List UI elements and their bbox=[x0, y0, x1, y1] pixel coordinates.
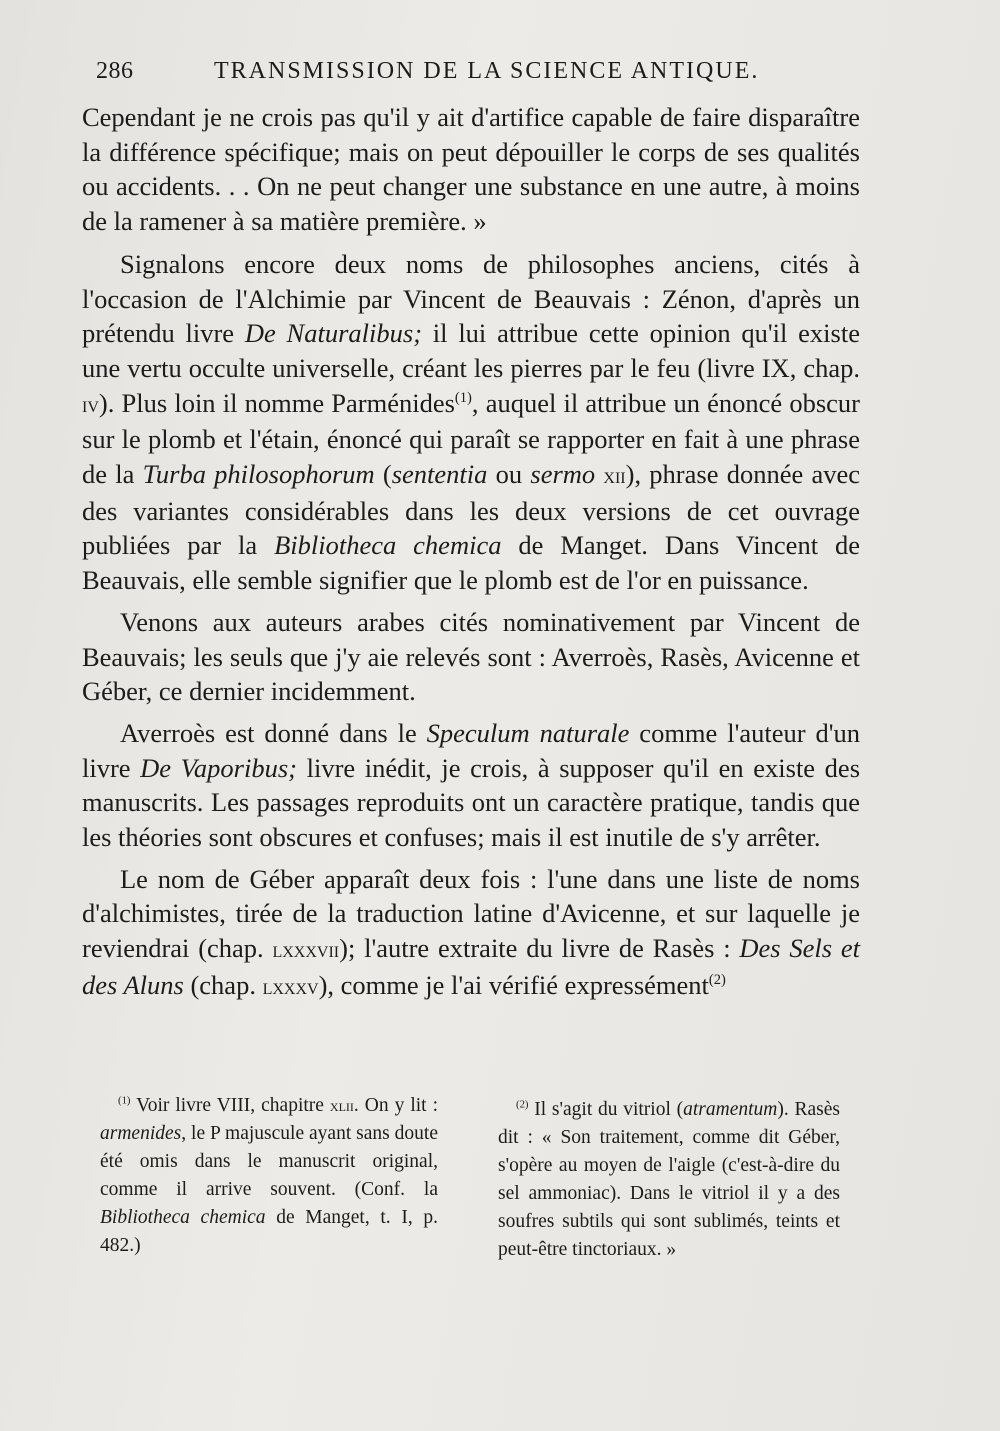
text-run: il lui attribue cette opinion qu'il existe une vertu occulte universelle, créant les pierres par le feu (livre IX, chap. bbox=[82, 318, 860, 383]
book-title-italic: Speculum naturale bbox=[426, 717, 630, 748]
footnote-1 bbox=[100, 1092, 438, 1260]
footnote-mark: (2) bbox=[516, 1098, 529, 1111]
text-run: de Manget, t. I, p. 482.) bbox=[100, 1207, 438, 1256]
paragraph-5 bbox=[82, 862, 860, 1005]
text-run: Le nom de Géber apparaît deux fois : l'une dans une liste de noms d'alchimistes, tirée de la traduction latine d'Avicenne, et sur laquelle je reviendrai (chap. bbox=[82, 863, 860, 964]
paragraph-1: Cependant je ne crois pas qu'il y ait d'artifice capable de faire disparaître la différence spécifique; mais on peut dépouiller le corps de ses qualités ou accidents. . . On ne peut changer une substance en une autre, à moins de la ramener à sa matière première. » bbox=[82, 102, 860, 237]
text-run: , auquel il attribue un énoncé obscur sur le plomb et l'étain, énoncé qui paraît se rapporter en fait à une phrase de la bbox=[82, 387, 861, 490]
text-run: Signalons encore deux noms de philosophes anciens, cités à l'occasion de l'Alchimie par Vincent de Beauvais : Zénon, d'après un prétendu livre bbox=[82, 248, 860, 349]
text-run: Il s'agit du vitriol ( bbox=[528, 1099, 684, 1120]
chapter-numeral: iv bbox=[82, 391, 99, 418]
text-run: ). Plus loin il nomme Parménides bbox=[98, 387, 455, 418]
book-title-italic: De Naturalibus; bbox=[244, 318, 423, 349]
chapter-numeral: xii bbox=[603, 463, 626, 490]
book-title-italic: De Vaporibus; bbox=[140, 752, 297, 783]
page-number: 286 bbox=[96, 58, 134, 84]
chapter-numeral: lxxxv bbox=[262, 973, 319, 1000]
chapter-numeral: xlii bbox=[329, 1096, 354, 1115]
book-title-italic: Bibliotheca chemica bbox=[100, 1207, 266, 1228]
latin-term-italic: sententia bbox=[391, 459, 488, 490]
footnote-ref-1: (1) bbox=[454, 389, 472, 406]
paragraph-2 bbox=[82, 247, 860, 598]
text-run: Voir livre VIII, chapitre bbox=[130, 1095, 330, 1116]
latin-term-italic: atramentum bbox=[683, 1099, 778, 1120]
footnote-ref-2: (2) bbox=[708, 971, 726, 988]
footnotes bbox=[100, 1092, 845, 1272]
text-run: ). Rasès dit : « Son traitement, comme dit Géber, s'opère au moyen de l'aigle (c'est-à-dire du sel ammoniac). Dans le vitriol il y a des soufres subtils qui sont sublimés, teints et peut-être tinctoriaux. » bbox=[498, 1099, 840, 1260]
footnote-2 bbox=[498, 1096, 840, 1264]
latin-term-italic: armenides bbox=[100, 1123, 182, 1144]
paragraph-4 bbox=[82, 716, 860, 855]
text-run: ou bbox=[487, 459, 531, 490]
running-title: TRANSMISSION DE LA SCIENCE ANTIQUE. bbox=[214, 58, 760, 84]
text-run: ); l'autre extraite du livre de Rasès : bbox=[339, 933, 740, 964]
book-title-italic: Des Sels et des Aluns bbox=[82, 933, 861, 1000]
text-run: ), comme je l'ai vérifié expressément bbox=[318, 969, 709, 1000]
text-run: ), phrase donnée avec des variantes considérables dans les deux versions de cet ouvrage publiées par la bbox=[82, 459, 860, 561]
text-run: livre inédit, je crois, à supposer qu'il en existe des manuscrits. Les passages reproduits ont un caractère pratique, tandis que les théories sont obscures et confuses; mais il est inutile de s'y arrêter. bbox=[82, 752, 861, 853]
text-run: , le P majuscule ayant sans doute été omis dans le manuscrit original, comme il arrive souvent. (Conf. la bbox=[100, 1123, 438, 1200]
footnote-mark: (1) bbox=[118, 1094, 131, 1107]
text-run: ( bbox=[374, 459, 392, 490]
book-title-italic: Bibliotheca chemica bbox=[274, 530, 502, 561]
text-run: comme l'auteur d'un livre bbox=[82, 717, 861, 783]
latin-term-italic: sermo bbox=[530, 459, 596, 490]
text-run: . On y lit : bbox=[353, 1095, 438, 1116]
main-text bbox=[82, 100, 860, 1010]
text-run: (chap. bbox=[183, 969, 263, 1000]
chapter-numeral: lxxxvii bbox=[272, 937, 340, 964]
paragraph-3: Venons aux auteurs arabes cités nominativement par Vincent de Beauvais; les seuls que j'y aie relevés sont : Averroès, Rasès, Avicenne et Géber, ce dernier incidemment. bbox=[82, 606, 860, 707]
book-title-italic: Turba philosophorum bbox=[142, 459, 375, 490]
page-header bbox=[96, 58, 856, 98]
text-run: Averroès est donné dans le bbox=[120, 717, 427, 748]
text-run: de Manget. Dans Vincent de Beauvais, elle semble signifier que le plomb est de l'or en puissance. bbox=[82, 530, 860, 596]
